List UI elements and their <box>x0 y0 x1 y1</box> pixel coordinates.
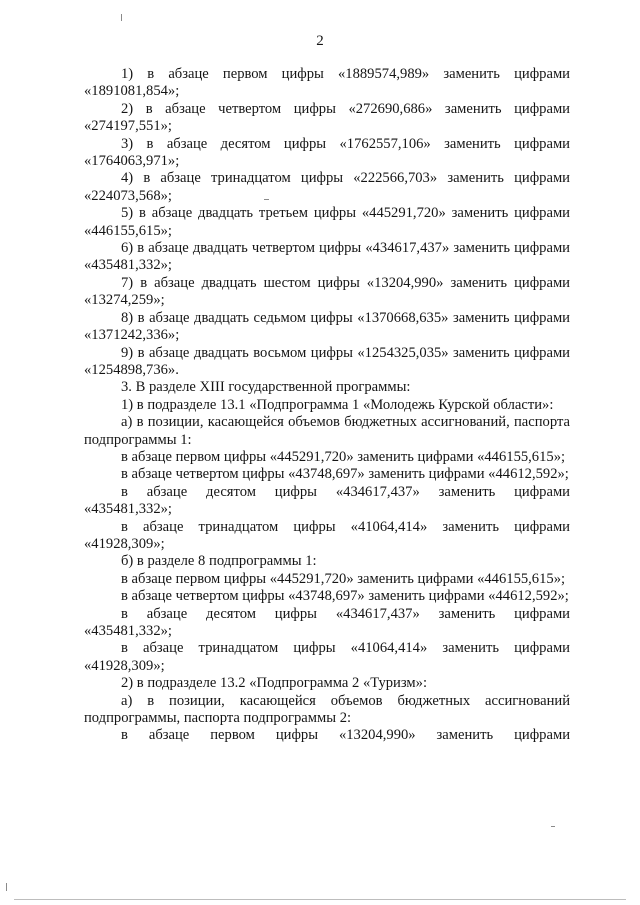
paragraph: 9) в абзаце двадцать восьмом цифры «1254325,035» заменить цифрами «1254898,736». <box>84 344 570 378</box>
scan-mark-top <box>121 14 122 21</box>
paragraph: 2) в подразделе 13.2 «Подпрограмма 2 «Туризм»: <box>121 675 428 692</box>
paragraph: в абзаце тринадцатом цифры «41064,414» заменить цифрами «41928,309»; <box>84 518 570 552</box>
paragraph: а) в позиции, касающейся объемов бюджетных ассигнований подпрограммы, паспорта подпрограммы 2: <box>84 692 570 727</box>
page-number: 2 <box>316 33 324 49</box>
paragraph: в абзаце четвертом цифры «43748,697» заменить цифрами «44612,592»; <box>121 466 569 483</box>
scan-mark-right <box>551 826 555 827</box>
paragraph: в абзаце десятом цифры «434617,437» заменить цифрами «435481,332»; <box>84 605 570 639</box>
paragraph: 2) в абзаце четвертом цифры «272690,686» заменить цифрами «274197,551»; <box>84 100 570 135</box>
paragraph: 6) в абзаце двадцать четвертом цифры «434617,437» заменить цифрами «435481,332»; <box>84 240 570 274</box>
scan-mark-bottom <box>14 899 626 900</box>
scan-mark-left <box>6 883 7 891</box>
paragraph: 7) в абзаце двадцать шестом цифры «13204,990» заменить цифрами «13274,259»; <box>84 274 570 309</box>
paragraph: в абзаце первом цифры «445291,720» заменить цифрами «446155,615»; <box>121 570 566 587</box>
paragraph: 8) в абзаце двадцать седьмом цифры «1370668,635» заменить цифрами «1371242,336»; <box>84 309 570 344</box>
paragraph: 5) в абзаце двадцать третьем цифры «445291,720» заменить цифрами «446155,615»; <box>84 205 570 239</box>
paragraph: в абзаце первом цифры «445291,720» заменить цифрами «446155,615»; <box>121 448 566 465</box>
paragraph: в абзаце четвертом цифры «43748,697» заменить цифрами «44612,592»; <box>121 588 569 605</box>
section-heading: 3. В разделе XIII государственной программы: <box>121 379 411 396</box>
paragraph: б) в разделе 8 подпрограммы 1: <box>121 553 317 570</box>
paragraph: в абзаце первом цифры «13204,990» заменить цифрами <box>121 727 570 744</box>
paragraph: 4) в абзаце тринадцатом цифры «222566,703» заменить цифрами «224073,568»; <box>84 170 570 204</box>
paragraph: в абзаце десятом цифры «434617,437» заменить цифрами «435481,332»; <box>84 483 570 518</box>
document-body <box>84 66 570 745</box>
paragraph: 3) в абзаце десятом цифры «1762557,106» заменить цифрами «1764063,971»; <box>84 135 570 170</box>
paragraph: в абзаце тринадцатом цифры «41064,414» заменить цифрами «41928,309»; <box>84 640 570 674</box>
paragraph: 1) в подразделе 13.1 «Подпрограмма 1 «Молодежь Курской области»: <box>121 396 554 413</box>
paragraph: а) в позиции, касающейся объемов бюджетных ассигнований, паспорта подпрограммы 1: <box>84 414 570 448</box>
paragraph: 1) в абзаце первом цифры «1889574,989» заменить цифрами «1891081,854»; <box>84 66 570 100</box>
